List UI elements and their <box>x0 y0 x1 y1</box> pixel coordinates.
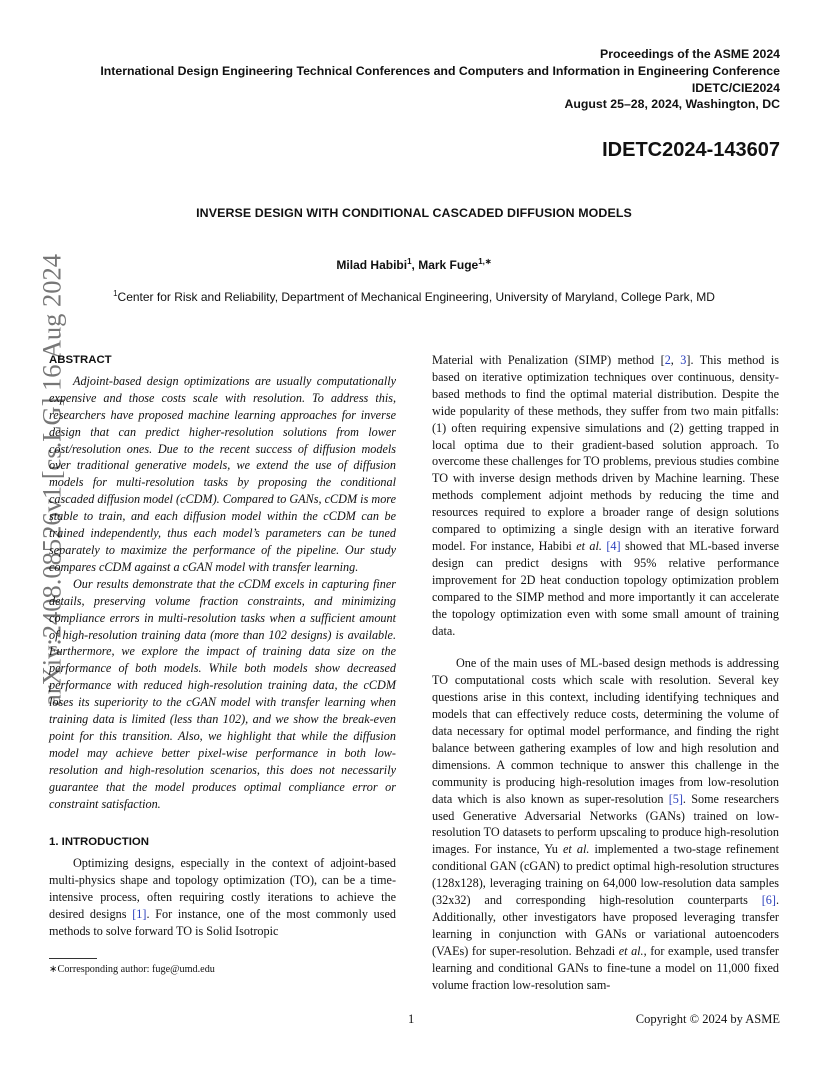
conference-name: International Design Engineering Technical Conferences and Computers and Information in Engineering Conference <box>100 63 780 78</box>
body-paragraph <box>432 352 779 639</box>
affiliation-text: Center for Risk and Reliability, Department of Mechanical Engineering, University of Maryland, College Park, MD <box>117 290 715 304</box>
page-number: 1 <box>408 1012 415 1026</box>
text-run: implemented a two-stage refinement conditional GAN (cGAN) to predict optimal high-resolution structures (128x128), leveraging training on 64,000 low-resolution data samples (32x32) and corresponding high-resolution counterparts <box>432 842 779 908</box>
conference-header <box>100 46 780 113</box>
left-column <box>49 352 396 940</box>
arxiv-stamp: arXiv:2408.08526v1 [cs.LG] 16 Aug 2024 <box>36 254 67 706</box>
text-run: ]. This method is based on iterative optimization techniques over continuous, density-based methods to find the optimal material distribution. Despite the wide popularity of these methods, they suffer from two main pitfalls: (1) often requiring expensive simulations and (2) getting trapped in local optima due to their gradient-based solution approach. To overcome these challenges for TO problems, previous studies combine TO with inverse design methods driven by Machine learning. These methods complement adjoint methods by reducing the time and resources required to explore a broader range of design solutions compared to optimizing a single design with an iterative forward model. For instance, Habibi <box>432 353 780 553</box>
abstract-heading: ABSTRACT <box>49 354 112 366</box>
text-run: . Some researchers used Generative Adversarial Networks (GANs) trained on low-resolution TO datasets to perform upscaling to produce high-resolution images. For instance, Yu <box>432 791 779 857</box>
affiliation <box>0 289 828 304</box>
author-name: Milad Habibi <box>336 258 408 272</box>
right-column <box>432 352 779 994</box>
body-paragraph <box>49 855 396 940</box>
conference-date: August 25–28, 2024, Washington, DC <box>564 97 780 112</box>
abstract-paragraph: Our results demonstrate that the cCDM excels in capturing finer details, preserving volume fraction constraints, and minimizing compliance errors in multi-resolution tasks when a sufficient amount of high-resolution training data (more than 102 designs) is available. Furthermore, we explore the impact of training data size on the performance of both models. While both models show decreased performance with reduced high-resolution training data, the cCDM loses its superiority to the cGAN model with transfer learning when training data is limited (less than 102), and we show the break-even point for this transition. Also, we highlight that while the diffusion model may achieve better pixel-wise performance in both low-resolution and high-resolution scenarios, this does not necessarily guarantee that the model produces optimal compliance error or constraint satisfaction. <box>49 576 396 811</box>
paper-title: INVERSE DESIGN WITH CONDITIONAL CASCADED DIFFUSION MODELS <box>196 206 632 220</box>
text-run: . For instance, one of the most commonly used methods to solve forward TO is Solid Isotropic <box>49 907 396 938</box>
proceedings-line: Proceedings of the ASME 2024 <box>600 47 780 61</box>
citation-link[interactable]: [5] <box>668 791 683 806</box>
conference-code: IDETC/CIE2024 <box>691 80 780 95</box>
section-heading: 1. INTRODUCTION <box>49 836 149 849</box>
text-run: et al. <box>576 538 602 553</box>
citation-link[interactable]: [6] <box>761 893 776 908</box>
citation-link[interactable]: 2 <box>664 353 671 367</box>
author-affil-mark: 1 <box>407 257 412 266</box>
text-run: One of the main uses of ML-based design methods is addressing TO computational costs which scale with resolution. Several key questions arise in this context, including identifying techniques and models that can effectively reduce costs, determining the volume of data necessary for optimal model performance, and finding the right balance between gathering examples of low and high resolution and dimensions. A common technique to answer this challenge in the community is producing high-resolution images from low-resolution data which is also known as super-resolution <box>432 656 779 806</box>
text-run: Material with Penalization (SIMP) method [ <box>432 353 665 367</box>
author-name: Mark Fuge <box>418 258 479 272</box>
citation-link[interactable]: 3 <box>680 353 687 367</box>
text-run: et al. <box>618 943 644 958</box>
copyright-notice: Copyright © 2024 by ASME <box>635 1012 780 1026</box>
text-run: showed that ML-based inverse design can predict designs with 95% relative performance improvement for 2D heat conduction topology optimization problem compared to the SIMP method and more importantly it can accelerate the topology optimization even with some small amount of training data. <box>432 538 779 638</box>
author-list <box>0 257 828 272</box>
text-run: et al. <box>562 842 590 857</box>
footnote: ∗Corresponding author: fuge@umd.edu <box>49 964 215 975</box>
text-run: . Additionally, other investigators have proposed leveraging transfer learning in conjunction with GANs or variational autoencoders (VAEs) for super-resolution. Behzadi <box>432 893 779 958</box>
footnote-rule <box>49 958 97 959</box>
text-run: , for example, used transfer learning and conditional GANs to fine-tune a model on 11,000 fixed volume fraction low-resolution sam- <box>432 943 779 992</box>
text-run: Optimizing designs, especially in the context of adjoint-based multi-physics shape and topology optimization (TO), can be a time-intensive process, often requiring costly iterations to achieve the desired designs <box>49 856 396 922</box>
paper-id: IDETC2024-143607 <box>602 139 780 161</box>
citation-link[interactable]: [4] <box>606 538 621 553</box>
abstract-paragraph: Adjoint-based design optimizations are usually computationally expensive and those costs scale with resolution. To address this, researchers have proposed machine learning approaches for inverse design that can predict higher-resolution solutions from lower cost/resolution ones. Due to the recent success of diffusion models over traditional generative models, we extend the use of diffusion models for multi-resolution tasks by proposing the conditional cascaded diffusion model (cCDM). Compared to GANs, cCDM is more stable to train, and each diffusion model within the cCDM can be trained independently, thus each model’s parameters can be tuned separately to maximize the performance of the pipeline. Our study compares cCDM against a cGAN model with transfer learning. <box>49 373 396 574</box>
affiliation-mark: 1 <box>113 289 118 298</box>
text-run: , <box>670 353 681 367</box>
citation-link[interactable]: [1] <box>132 907 147 922</box>
author-separator: , <box>411 258 419 272</box>
body-paragraph <box>432 655 779 993</box>
author-affil-mark: 1,∗ <box>478 257 492 266</box>
